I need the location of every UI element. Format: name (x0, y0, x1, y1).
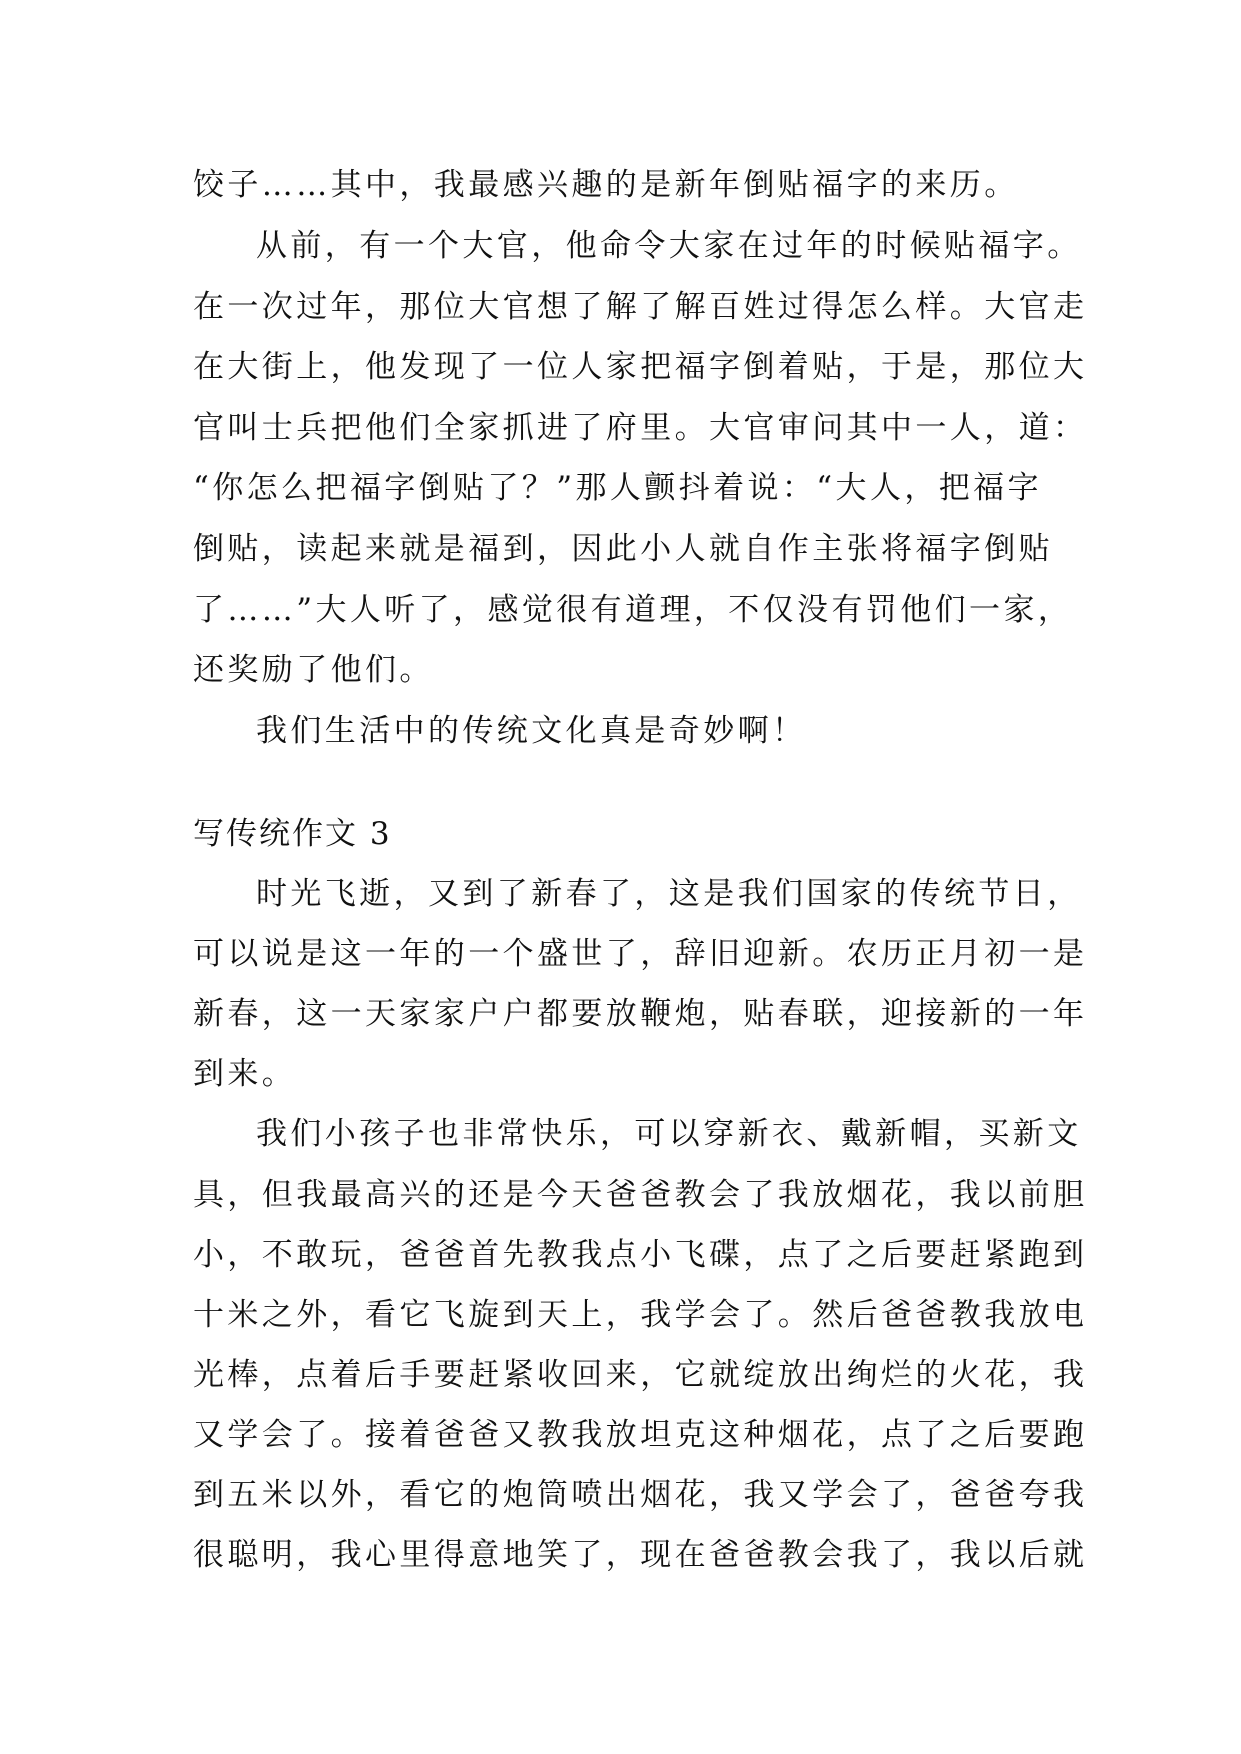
text-line: “你怎么把福字倒贴了？”那人颤抖着说：“大人，把福字 (193, 470, 1042, 506)
text-line: 官叫士兵把他们全家抓进了府里。大官审问其中一人，道： (193, 410, 1088, 446)
section-heading: 写传统作文 3 (193, 816, 392, 852)
text-line: 又学会了。接着爸爸又教我放坦克这种烟花，点了之后要跑 (193, 1417, 1088, 1453)
text-line: 还奖励了他们。 (193, 652, 434, 688)
text-line: 可以说是这一年的一个盛世了，辞旧迎新。农历正月初一是 (193, 936, 1088, 972)
text-line: 新春，这一天家家户户都要放鞭炮，贴春联，迎接新的一年 (193, 996, 1088, 1032)
text-line: 在一次过年，那位大官想了解了解百姓过得怎么样。大官走 (193, 289, 1088, 325)
text-line: 十米之外，看它飞旋到天上，我学会了。然后爸爸教我放电 (193, 1297, 1088, 1333)
text-line: 饺子……其中，我最感兴趣的是新年倒贴福字的来历。 (193, 167, 1019, 203)
text-line: 在大街上，他发现了一位人家把福字倒着贴，于是，那位大 (193, 349, 1088, 385)
text-line: 很聪明，我心里得意地笑了，现在爸爸教会我了，我以后就 (193, 1537, 1088, 1573)
paragraph-start-line: 时光飞逝，又到了新春了，这是我们国家的传统节日， (256, 876, 1082, 912)
text-line: 到来。 (193, 1056, 297, 1092)
text-line: 具，但我最高兴的还是今天爸爸教会了我放烟花，我以前胆 (193, 1177, 1088, 1213)
paragraph-start-line: 从前，有一个大官，他命令大家在过年的时候贴福字。 (256, 228, 1082, 264)
text-line: 光棒，点着后手要赶紧收回来，它就绽放出绚烂的火花，我 (193, 1357, 1088, 1393)
paragraph-start-line: 我们生活中的传统文化真是奇妙啊！ (256, 713, 807, 749)
text-line: 到五米以外，看它的炮筒喷出烟花，我又学会了，爸爸夸我 (193, 1477, 1088, 1513)
text-line: 小，不敢玩，爸爸首先教我点小飞碟，点了之后要赶紧跑到 (193, 1237, 1088, 1273)
text-line: 倒贴，读起来就是福到，因此小人就自作主张将福字倒贴 (193, 531, 1053, 567)
text-line: 了……”大人听了，感觉很有道理，不仅没有罚他们一家， (193, 592, 1073, 628)
paragraph-start-line: 我们小孩子也非常快乐，可以穿新衣、戴新帽，买新文 (256, 1116, 1082, 1152)
